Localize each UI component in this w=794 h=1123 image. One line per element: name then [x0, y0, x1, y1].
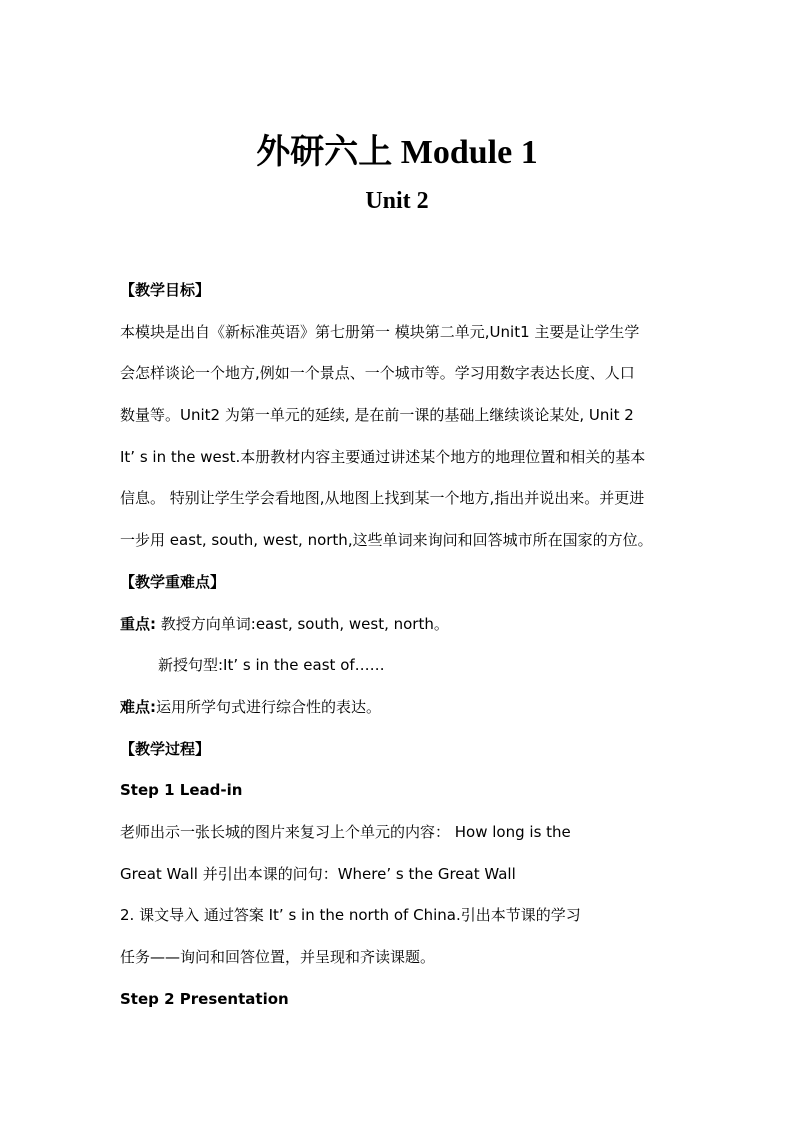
step-1-text-line-1: 老师出示一张长城的图片来复习上个单元的内容： How long is the: [120, 822, 571, 841]
step-1-text-line-2: Great Wall 并引出本课的问句：Where’ s the Great Wall: [120, 864, 516, 883]
objectives-text-line-2: 会怎样谈论一个地方,例如一个景点、一个城市等。学习用数字表达长度、人口: [120, 364, 635, 383]
objectives-text-line-4: It’ s in the west.本册教材内容主要通过讲述某个地方的地理位置和相关的基本: [120, 447, 646, 466]
step-2-heading: Step 2 Presentation: [120, 989, 289, 1008]
key-sentence-pattern: 新授句型:It’ s in the east of……: [158, 656, 385, 675]
difficulty-text: 运用所学句式进行综合性的表达。: [156, 697, 382, 716]
key-point-line: [120, 604, 676, 646]
objectives-text-line-5: 信息。 特别让学生学会看地图,从地图上找到某一个地方,指出并说出来。并更进: [120, 489, 645, 508]
objectives-text-line-6: 一步用 east, south, west, north,这些单词来询问和回答城市所在国家的方位。: [120, 531, 653, 550]
step-1-text-line-3: 2. 课文导入 通过答案 It’ s in the north of China.引出本节课的学习: [120, 906, 581, 925]
document-title: 外研六上 Module 1: [256, 134, 538, 171]
objectives-text-line-3: 数量等。Unit2 为第一单元的延续, 是在前一课的基础上继续谈论某处, Unit 2: [120, 406, 634, 425]
document-subtitle: Unit 2: [365, 188, 429, 214]
key-point-label: 重点:: [120, 614, 156, 633]
difficulty-line: [120, 687, 676, 729]
key-point-text: 教授方向单词:east, south, west, north。: [156, 614, 449, 633]
document-body: [120, 270, 676, 1020]
teaching-process-heading: 【教学过程】: [120, 739, 211, 758]
teaching-objectives-heading: 【教学目标】: [120, 281, 211, 299]
difficulty-label: 难点:: [120, 697, 156, 716]
step-1-heading: Step 1 Lead-in: [120, 781, 243, 800]
key-points-heading: 【教学重难点】: [120, 572, 226, 591]
step-1-text-line-4: 任务——询问和回答位置，并呈现和齐读课题。: [120, 948, 436, 966]
objectives-text-line-1: 本模块是出自《新标准英语》第七册第一 模块第二单元,Unit1 主要是让学生学: [120, 322, 640, 341]
